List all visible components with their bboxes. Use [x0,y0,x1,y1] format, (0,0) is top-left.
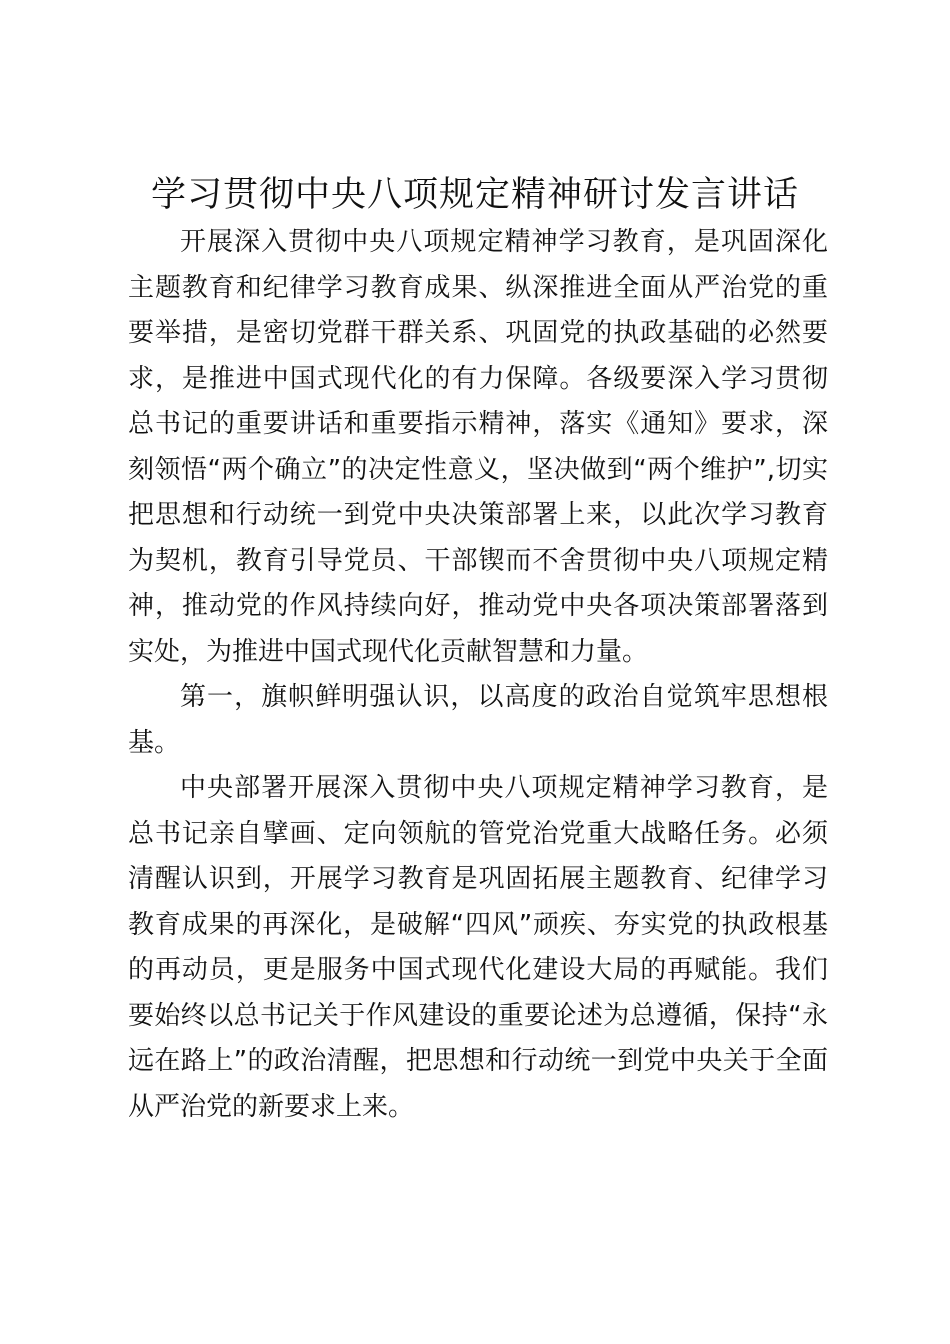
paragraph-first-section: 中央部署开展深入贯彻中央八项规定精神学习教育，是总书记亲自擘画、定向领航的管党治党重大战略任务。必须清醒认识到，开展学习教育是巩固拓展主题教育、纪律学习教育成果的再深化，是破解“四风”顽疾、夯实党的执政根基的再动员，更是服务中国式现代化建设大局的再赋能。我们要始终以总书记关于作风建设的重要论述为总遵循，保持“永远在路上”的政治清醒，把思想和行动统一到党中央关于全面从严治党的新要求上来。 [128,773,828,1122]
document-title: 学习贯彻中央八项规定精神研讨发言讲话 [150,175,799,215]
document-body [128,220,828,1130]
paragraph-heading-first: 第一，旗帜鲜明强认识，以高度的政治自觉筑牢思想根基。 [128,682,828,758]
paragraph-intro: 开展深入贯彻中央八项规定精神学习教育，是巩固深化主题教育和纪律学习教育成果、纵深推进全面从严治党的重要举措，是密切党群干群关系、巩固党的执政基础的必然要求，是推进中国式现代化的有力保障。各级要深入学习贯彻总书记的重要讲话和重要指示精神，落实《通知》要求，深刻领悟“两个确立”的决定性意义，坚决做到“两个维护”,切实把思想和行动统一到党中央决策部署上来，以此次学习教育为契机，教育引导党员、干部锲而不舍贯彻中央八项规定精神，推动党的作风持续向好，推动党中央各项决策部署落到实处，为推进中国式现代化贡献智慧和力量。 [128,227,828,667]
